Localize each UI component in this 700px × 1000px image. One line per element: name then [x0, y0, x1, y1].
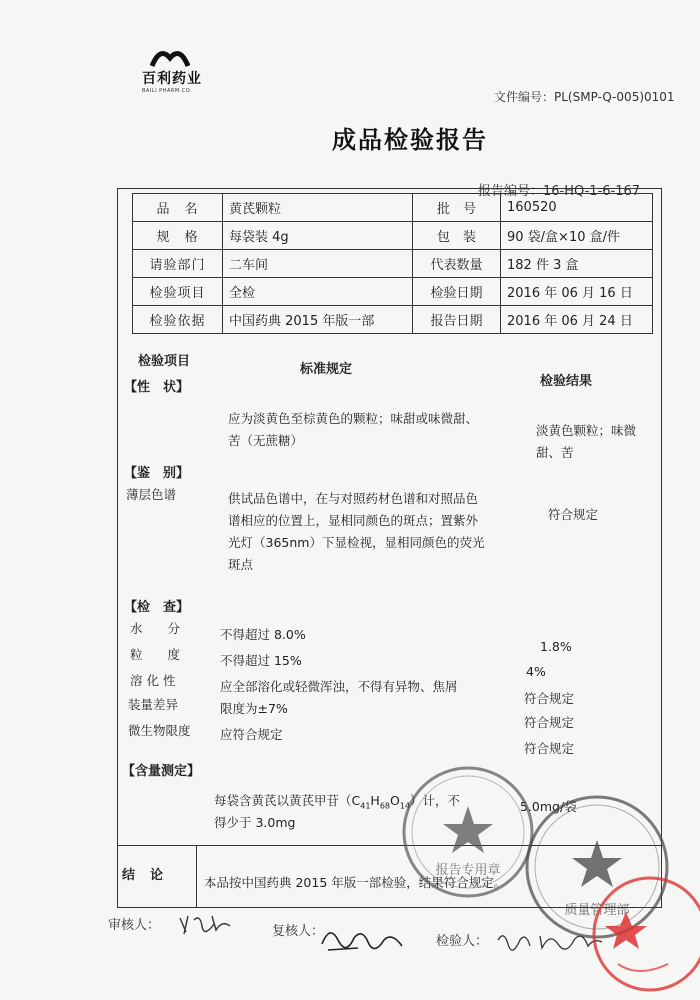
identification-standard-line3: 光灯（365nm）下显检视，显相同颜色的荧光: [228, 535, 485, 550]
character-standard-line1: 应为淡黄色至棕黄色的颗粒；味甜或味微甜、: [228, 411, 479, 426]
assay-prefix: 每袋含黄芪以黄芪甲苷（C: [214, 793, 361, 808]
inspection-standard: 限度为±7%: [220, 701, 288, 716]
conclusion-text: 本品按中国药典 2015 年版一部检验，结果符合规定。: [204, 875, 507, 890]
info-table: [132, 193, 653, 334]
reviewer-signature: [176, 910, 236, 940]
inspection-heading: 【检 查】: [124, 600, 190, 615]
basis-label: 检验依据: [133, 306, 223, 334]
logo-mark-icon: [150, 46, 190, 68]
info-row: [133, 278, 653, 306]
assay-heading: 【含量测定】: [122, 764, 201, 779]
report-date-value: 2016 年 06 月 24 日: [501, 306, 653, 334]
header-standard: 标准规定: [300, 362, 353, 377]
report-date-label: 报告日期: [413, 306, 501, 334]
assay-standard-line2: 得少于 3.0mg: [214, 815, 296, 830]
checker-label: 复核人：: [272, 924, 325, 939]
reviewer-label: 审核人：: [108, 918, 161, 933]
quantity-value: 182 件 3 盒: [501, 250, 653, 278]
assay-o: O: [390, 793, 400, 808]
conclusion-label: 结 论: [122, 868, 165, 883]
assay-h: H: [370, 793, 380, 808]
inspection-standard: 不得超过 8.0%: [220, 627, 306, 642]
character-result-line1: 淡黄色颗粒；味微: [536, 423, 637, 438]
inspection-item: 微生物限度: [128, 723, 191, 738]
package-label: 包 装: [413, 222, 501, 250]
inspection-result: 4%: [526, 664, 546, 679]
inspection-standard: 不得超过 15%: [220, 653, 302, 668]
identification-standard-line4: 斑点: [228, 557, 254, 572]
assay-suffix: ）计，不: [410, 793, 461, 808]
inspection-result: 1.8%: [540, 639, 572, 654]
identification-standard-line2: 谱相应的位置上，显相同颜色的斑点；置紫外: [228, 513, 479, 528]
report-number: 报告编号：16-HQ-1-6-167: [478, 184, 641, 199]
identification-item: 薄层色谱: [126, 487, 177, 502]
inspection-item: 水 分: [130, 621, 181, 636]
batch-label: 批 号: [413, 194, 501, 222]
dept-value: 二车间: [223, 250, 413, 278]
info-row: [133, 250, 653, 278]
character-result-line2: 甜、苦: [536, 445, 574, 460]
logo-text-en: BAILI PHARM.CO.: [142, 88, 193, 94]
basis-value: 中国药典 2015 年版一部: [223, 306, 413, 334]
assay-sub-h: 68: [379, 801, 391, 811]
product-value: 黄芪颗粒: [223, 194, 413, 222]
assay-result: 5.0mg/袋: [520, 799, 577, 814]
info-row: [133, 194, 653, 222]
info-row: [133, 222, 653, 250]
header-item: 检验项目: [138, 354, 191, 369]
inspection-standard: 应符合规定: [220, 727, 283, 742]
batch-value: 160520: [501, 194, 653, 222]
header-result: 检验结果: [540, 374, 593, 389]
identification-result: 符合规定: [548, 507, 599, 522]
dept-label: 请验部门: [133, 250, 223, 278]
inspection-item: 粒 度: [130, 647, 181, 662]
conclusion-vertical-divider: [196, 845, 197, 908]
stamp2-text: 质量管理部: [564, 903, 630, 918]
inspection-stamp: [398, 762, 538, 902]
checker-signature: [318, 920, 408, 960]
inspection-result: 符合规定: [524, 691, 575, 706]
file-number: 文件编号：PL(SMP-Q-005)0101: [494, 90, 675, 104]
company-logo: [142, 46, 222, 94]
spec-label: 规 格: [133, 222, 223, 250]
red-company-stamp: [588, 868, 700, 1000]
character-standard-line2: 苦（无蔗糖）: [228, 433, 304, 448]
test-date-value: 2016 年 06 月 16 日: [501, 278, 653, 306]
identification-heading: 【鉴 别】: [124, 466, 190, 481]
report-title: 成品检验报告: [332, 126, 488, 154]
product-label: 品 名: [133, 194, 223, 222]
assay-sub-o: 14: [399, 801, 411, 811]
identification-standard-line1: 供试品色谱中，在与对照药材色谱和对照品色: [228, 491, 479, 506]
inspection-result: 符合规定: [524, 715, 575, 730]
inspector-label: 检验人：: [436, 934, 489, 949]
character-heading: 【性 状】: [124, 380, 190, 395]
inspection-standard: 应全部溶化或轻微浑浊，不得有异物、焦屑: [220, 679, 458, 694]
package-value: 90 袋/盒×10 盒/件: [501, 222, 653, 250]
inspection-item: 装量差异: [128, 697, 179, 712]
item-label: 检验项目: [133, 278, 223, 306]
inspection-result: 符合规定: [524, 741, 575, 756]
info-row: [133, 306, 653, 334]
test-date-label: 检验日期: [413, 278, 501, 306]
logo-text-cn: 百利药业: [142, 71, 202, 87]
spec-value: 每袋装 4g: [223, 222, 413, 250]
assay-sub-c: 41: [360, 801, 371, 811]
item-value: 全检: [223, 278, 413, 306]
stamp1-text: 报告专用章: [435, 863, 501, 878]
quantity-label: 代表数量: [413, 250, 501, 278]
inspection-item: 溶 化 性: [130, 673, 176, 688]
